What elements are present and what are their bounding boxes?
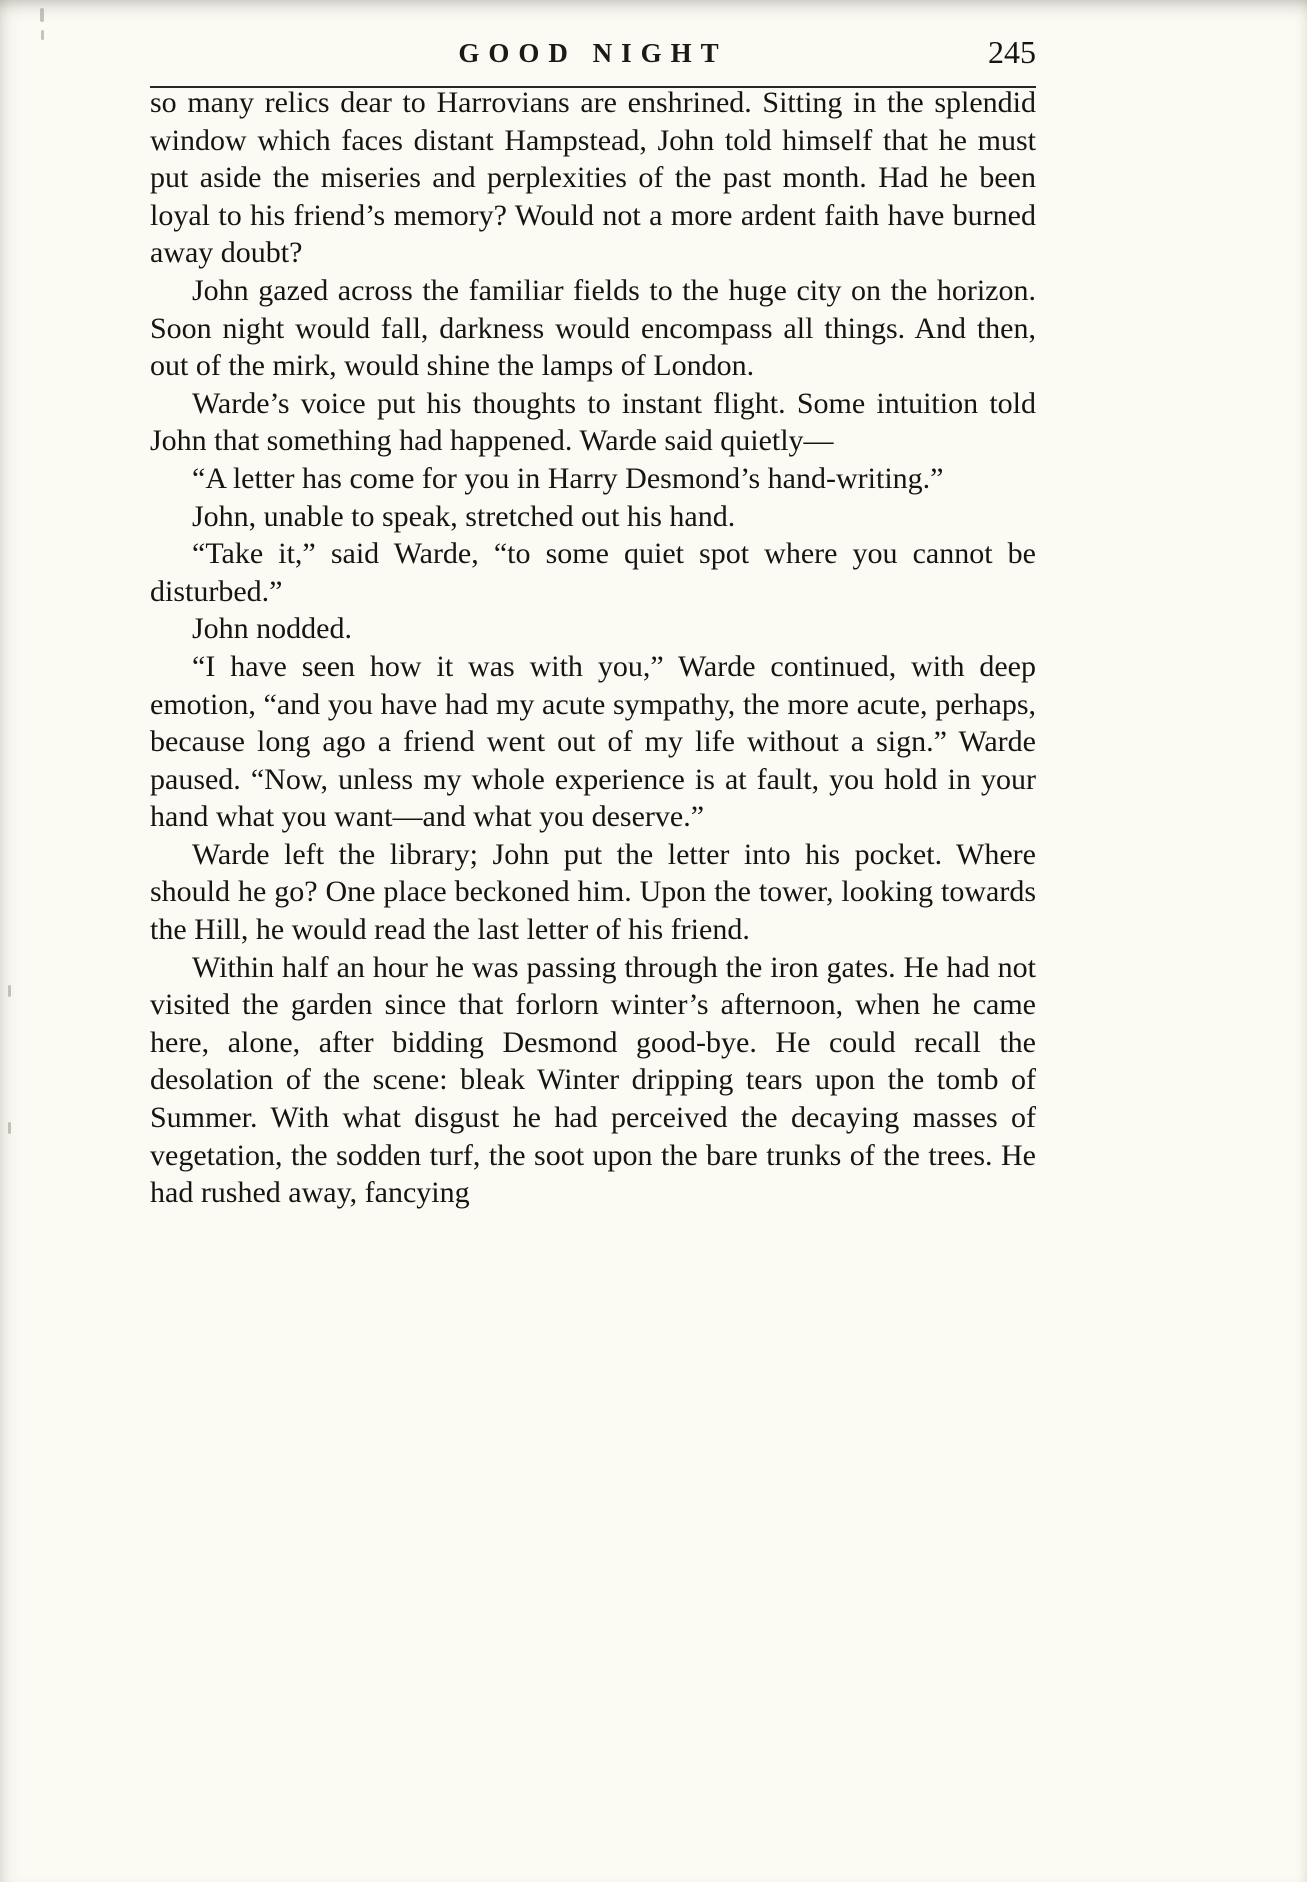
paragraph: John nodded. — [192, 612, 352, 646]
paragraph: Within half an hour he was passing through the iron gates. He had not visited the garden since that forlorn winter’s afternoon, when he came here, alone, after bidding Desmond good-bye. He could recall the desolation of the scene: bleak Winter dripping tears upon the tomb of Summer. With what disgust he had perceived the decaying masses of vegetation, the sodden turf, the soot upon the bare trunks of the trees. He had rushed away, fancying — [150, 950, 1036, 1210]
paragraph: “Take it,” said Warde, “to some quiet spot where you cannot be disturbed.” — [150, 537, 1036, 608]
paragraph: John gazed across the familiar fields to the huge city on the horizon. Soon night would fall, darkness would encompass all things. And then, out of the mirk, would shine the lamps of London. — [150, 273, 1036, 383]
page-body — [150, 84, 1036, 1212]
paragraph: so many relics dear to Harrovians are enshrined. Sitting in the splendid window which faces distant Hampstead, John told himself that he must put aside the miseries and perplexities of the past month. Had he been loyal to his friend’s memory? Would not a more ardent faith have burned away doubt? — [150, 86, 1036, 270]
page-number: 245 — [988, 34, 1036, 70]
scan-artifact — [8, 1122, 11, 1134]
paragraph: “A letter has come for you in Harry Desmond’s hand-writing.” — [192, 461, 944, 495]
paragraph: John, unable to speak, stretched out his hand. — [192, 499, 736, 533]
paragraph: Warde left the library; John put the letter into his pocket. Where should he go? One place beckoned him. Upon the tower, looking towards the Hill, he would read the last letter of his friend. — [150, 837, 1036, 947]
paragraph: Warde’s voice put his thoughts to instant flight. Some intuition told John that something had happened. Warde said quietly— — [150, 386, 1036, 458]
running-header — [150, 34, 1036, 88]
scan-artifact — [8, 985, 11, 997]
paragraph: “I have seen how it was with you,” Warde continued, with deep emotion, “and you have had my acute sympathy, the more acute, perhaps, because long ago a friend went out of my life without a sign.” Warde paused. “Now, unless my whole experience is at fault, you hold in your hand what you want—and what you deserve.” — [150, 649, 1036, 834]
scan-artifact — [41, 30, 44, 40]
running-title: GOOD NIGHT — [458, 38, 728, 68]
scan-artifact — [40, 8, 44, 22]
